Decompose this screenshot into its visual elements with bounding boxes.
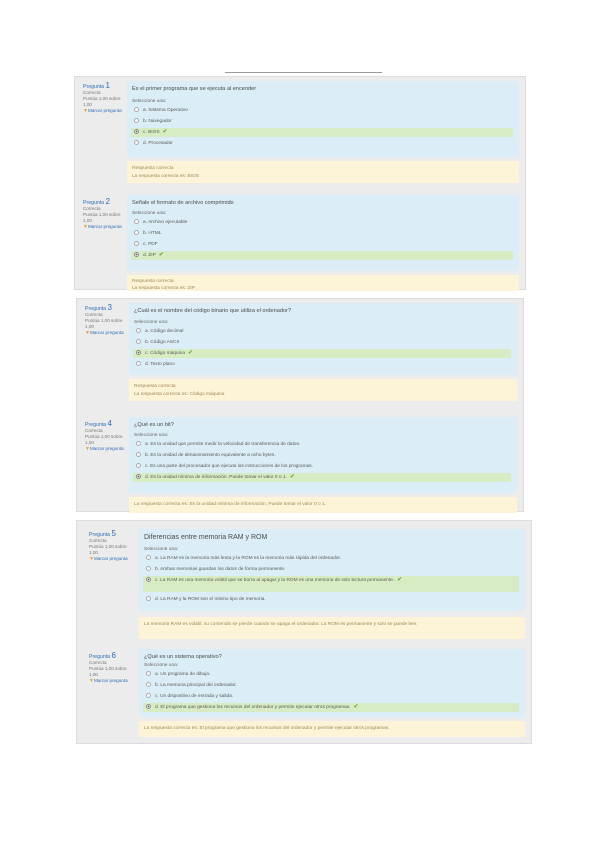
radio-icon[interactable]	[134, 140, 139, 145]
answer-option-selected[interactable]: d. ZIP ✔	[131, 251, 513, 260]
flag-question-link[interactable]: ▼ Marcar pregunta	[89, 678, 129, 684]
question-info: Pregunta 2 Correcta Puntúa 1,00 sobre 1,00 ▼ Marcar pregunta	[83, 199, 123, 230]
answer-option[interactable]: b. Es la unidad de almacenamiento equivalente a ocho bytes.	[133, 451, 511, 460]
answer-option[interactable]: b. Código ASCII	[133, 338, 511, 347]
question-info: Pregunta 6 Correcta Puntúa 1,00 sobre 1,00 ▼ Marcar pregunta	[89, 653, 129, 684]
question-box: Diferencias entre memoria RAM y ROM Seleccione una: a. La RAM es la memoria más lenta y la ROM es la memoria más rápida del ordenador. b. Ambas memorias guardan los datos de forma permanente. c. La RAM es una memoria volátil que se borra al apagar y la ROM es una memoria de solo lectura permanente. ✔ d. La RAM y la ROM son el mismo tipo de memoria.	[139, 529, 525, 611]
question-text: ¿Qué es un bit?	[134, 422, 174, 428]
question-text: Diferencias entre memoria RAM y ROM	[144, 534, 268, 541]
question-text: Señale el formato de archivo comprimido	[132, 200, 234, 206]
question-text: Es el primer programa que se ejecuta al encender	[132, 86, 257, 92]
answer-option[interactable]: c. Un dispositivo de entrada y salida.	[143, 692, 519, 701]
answer-option[interactable]: d. Procesador	[131, 139, 513, 148]
question-text: ¿Cuál es el nombre del código binario que utiliza el ordenador?	[134, 308, 292, 314]
flag-question-link[interactable]: ▼ Marcar pregunta	[83, 224, 123, 230]
answer-option[interactable]: a. Un programa de dibujo.	[143, 670, 519, 679]
answer-option[interactable]: b. Ambas memorias guardan los datos de forma permanente.	[143, 565, 519, 574]
answer-option[interactable]: a. Sistema Operativo	[131, 106, 513, 115]
flag-question-link[interactable]: ▼ Marcar pregunta	[89, 556, 129, 562]
radio-icon[interactable]	[134, 252, 139, 257]
check-icon: ✔	[162, 129, 168, 135]
quiz-screenshot-1	[74, 76, 526, 290]
question-text: ¿Qué es un sistema operativo?	[144, 654, 222, 660]
answer-option-selected[interactable]: c. La RAM es una memoria volátil que se borra al apagar y la ROM es una memoria de solo lectura permanente. ✔	[143, 576, 519, 592]
radio-icon[interactable]	[146, 577, 151, 582]
flag-question-link[interactable]: ▼ Marcar pregunta	[83, 108, 123, 114]
radio-icon[interactable]	[136, 361, 141, 366]
check-icon: ✔	[397, 577, 403, 583]
answer-option-selected[interactable]: c. Código máquina ✔	[133, 349, 511, 358]
feedback-box	[127, 161, 519, 183]
radio-icon[interactable]	[134, 241, 139, 246]
answer-option-selected[interactable]: c. BIOS ✔	[131, 128, 513, 137]
radio-icon[interactable]	[146, 566, 151, 571]
radio-icon[interactable]	[136, 463, 141, 468]
select-prompt: Seleccione una:	[132, 99, 167, 104]
answer-option[interactable]: c. Es una parte del procesador que ejecuta las instrucciones de los programas.	[133, 462, 511, 471]
feedback-box: Respuesta correcta La respuesta correcta es: ZIP	[127, 275, 519, 291]
radio-icon[interactable]	[146, 682, 151, 687]
answer-option[interactable]: c. PDF	[131, 240, 513, 249]
radio-icon[interactable]	[136, 350, 141, 355]
radio-icon[interactable]	[136, 452, 141, 457]
question-info: Pregunta 5 Correcta Puntúa 1,00 sobre 1,00 ▼ Marcar pregunta	[89, 531, 129, 562]
flag-question-link[interactable]: ▼ Marcar pregunta	[85, 446, 125, 452]
answer-option[interactable]: b. HTML	[131, 229, 513, 238]
question-box	[127, 81, 519, 157]
question-number: 1	[105, 81, 110, 90]
feedback-box: Respuesta correcta La respuesta correcta es: Código máquina	[129, 379, 517, 401]
flag-question-link[interactable]: ▼ Marcar pregunta	[85, 330, 125, 336]
answer-option-selected[interactable]: d. El programa que gestiona los recursos del ordenador y permite ejecutar otros programas. ✔	[143, 703, 519, 712]
radio-icon[interactable]	[146, 555, 151, 560]
feedback-box: La respuesta correcta es: El programa que gestiona los recursos del ordenador y permite ejecutar otros programas.	[139, 721, 525, 737]
radio-icon[interactable]	[146, 704, 151, 709]
question-box: ¿Qué es un bit? Seleccione una: a. Es la unidad que permite medir la velocidad de transferencia de datos. b. Es la unidad de almacenamiento equivalente a ocho bytes. c. Es una parte del procesador que ejecuta las instrucciones de los programas. d. Es la unidad mínima de información. Puede tomar el valor 0 o 1. ✔	[129, 417, 517, 493]
radio-icon[interactable]	[134, 118, 139, 123]
question-info	[83, 83, 123, 114]
radio-icon[interactable]	[146, 596, 151, 601]
feedback-box: La respuesta correcta es: Es la unidad mínima de información. Puede tomar el valor 0 o 1.	[129, 497, 517, 513]
quiz-screenshot-3	[76, 520, 532, 744]
question-label: Pregunta	[83, 84, 105, 90]
question-box: Señale el formato de archivo comprimido Seleccione una: a. Archivo ejecutable b. HTML c. PDF d. ZIP ✔	[127, 195, 519, 271]
question-info: Pregunta 4 Correcta Puntúa 1,00 sobre 1,00 ▼ Marcar pregunta	[85, 421, 125, 452]
answer-option-selected[interactable]: d. Es la unidad mínima de información. Puede tomar el valor 0 o 1. ✔	[133, 473, 511, 482]
radio-icon[interactable]	[136, 441, 141, 446]
answer-option[interactable]: a. Es la unidad que permite medir la velocidad de transferencia de datos.	[133, 440, 511, 449]
radio-icon[interactable]	[134, 230, 139, 235]
check-icon: ✔	[353, 704, 359, 710]
answer-option[interactable]: a. La RAM es la memoria más lenta y la ROM es la memoria más rápida del ordenador.	[143, 554, 519, 563]
answer-option[interactable]: a. Archivo ejecutable	[131, 218, 513, 227]
radio-icon[interactable]	[136, 328, 141, 333]
feedback-text: Respuesta correcta	[132, 166, 174, 171]
radio-icon[interactable]	[146, 671, 151, 676]
answer-option[interactable]: b. La memoria principal del ordenador.	[143, 681, 519, 690]
feedback-box: La memoria RAM es volátil: su contenido se pierde cuando se apaga el ordenador. La ROM es permanente y solo se puede leer.	[139, 617, 525, 639]
radio-icon[interactable]	[134, 219, 139, 224]
feedback-answer: La respuesta correcta es: BIOS	[132, 174, 199, 179]
answer-option[interactable]: a. Código decimal	[133, 327, 511, 336]
check-icon: ✔	[289, 474, 295, 480]
quiz-screenshot-2	[76, 298, 524, 512]
radio-icon[interactable]	[136, 339, 141, 344]
check-icon: ✔	[188, 350, 194, 356]
question-state: Correcta	[83, 90, 101, 95]
check-icon: ✔	[158, 252, 164, 258]
answer-option[interactable]: b. Navegador	[131, 117, 513, 126]
top-divider	[225, 72, 382, 73]
question-box: ¿Cuál es el nombre del código binario que utiliza el ordenador? Seleccione una: a. Código decimal b. Código ASCII c. Código máquina ✔ d. Texto plano	[129, 303, 517, 375]
answer-option[interactable]: d. Texto plano	[133, 360, 511, 369]
radio-icon[interactable]	[146, 693, 151, 698]
question-score: Puntúa 1,00 sobre 1,00	[83, 96, 121, 107]
radio-icon[interactable]	[134, 107, 139, 112]
question-box: ¿Qué es un sistema operativo? Seleccione una: a. Un programa de dibujo. b. La memoria principal del ordenador. c. Un dispositivo de entrada y salida. d. El programa que gestiona los recursos del ordenador y permite ejecutar otros programas. ✔	[139, 649, 525, 717]
answer-option[interactable]: d. La RAM y la ROM son el mismo tipo de memoria.	[143, 595, 519, 604]
question-info: Pregunta 3 Correcta Puntúa 1,00 sobre 1,00 ▼ Marcar pregunta	[85, 305, 125, 336]
radio-icon[interactable]	[134, 129, 139, 134]
radio-icon[interactable]	[136, 474, 141, 479]
